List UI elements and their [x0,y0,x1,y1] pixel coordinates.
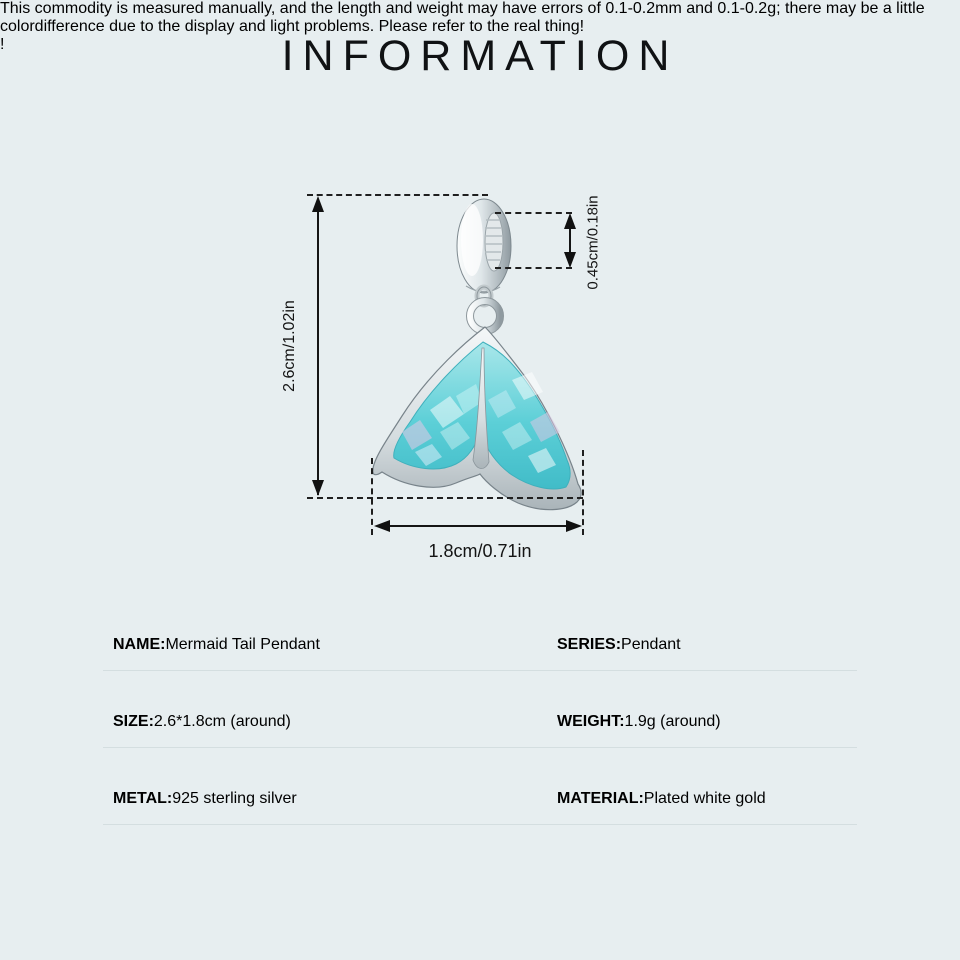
dim-width-arrow-left [374,520,390,532]
spec-table [103,594,857,825]
disclaimer-banner [0,0,960,36]
metal-value: 925 sterling silver [172,790,297,807]
size-label: SIZE: [113,713,154,730]
dim-width-line [386,525,570,527]
pendant-illustration [280,170,680,570]
pendant-tail [373,327,581,510]
dim-height-line [317,199,319,495]
disclaimer-line1: This commodity is measured manually, and the length and weight may have errors of 0.1-0.2mm and 0.1-0.2g; [0,0,781,17]
series-value: Pendant [621,636,681,653]
weight-label: WEIGHT: [557,713,625,730]
pendant-ring [470,287,500,331]
name-label: NAME: [113,636,166,653]
dim-bail-bottom-line [495,267,572,269]
dim-height-label: 2.6cm/1.02in [281,300,298,392]
dim-width-arrow-right [566,520,582,532]
dim-bail-arrow-down [564,252,576,268]
dim-left-extension-line [371,458,373,535]
dim-bail-arrow-up [564,213,576,229]
dim-width-label: 1.8cm/0.71in [428,541,532,561]
dim-bail-top-line [495,212,572,214]
dim-bail-line [569,226,571,255]
dim-right-extension-line [582,450,584,535]
metal-label: METAL: [113,790,173,807]
size-value: 2.6*1.8cm (around) [153,713,291,730]
dim-top-extension-line [307,194,488,196]
series-label: SERIES: [557,636,622,653]
name-value: Mermaid Tail Pendant [165,636,320,653]
spec-row-name-series [103,594,857,671]
dim-height-arrow-up [312,196,324,212]
material-value: Plated white gold [643,790,766,807]
page-title: INFORMATION [281,32,679,80]
dim-bail-label: 0.45cm/0.18in [584,195,602,290]
dim-height-arrow-down [312,480,324,496]
material-label: MATERIAL: [557,790,644,807]
weight-value: 1.9g (around) [624,713,721,730]
dim-bottom-extension-line [307,497,583,499]
spec-row-size-weight [103,671,857,748]
disclaimer-line2: there may be a little colordifference due to the display and light problems. Please refer to the real thing! [0,0,925,35]
exclamation-icon: ! [0,36,5,53]
spec-row-metal-material [103,748,857,825]
